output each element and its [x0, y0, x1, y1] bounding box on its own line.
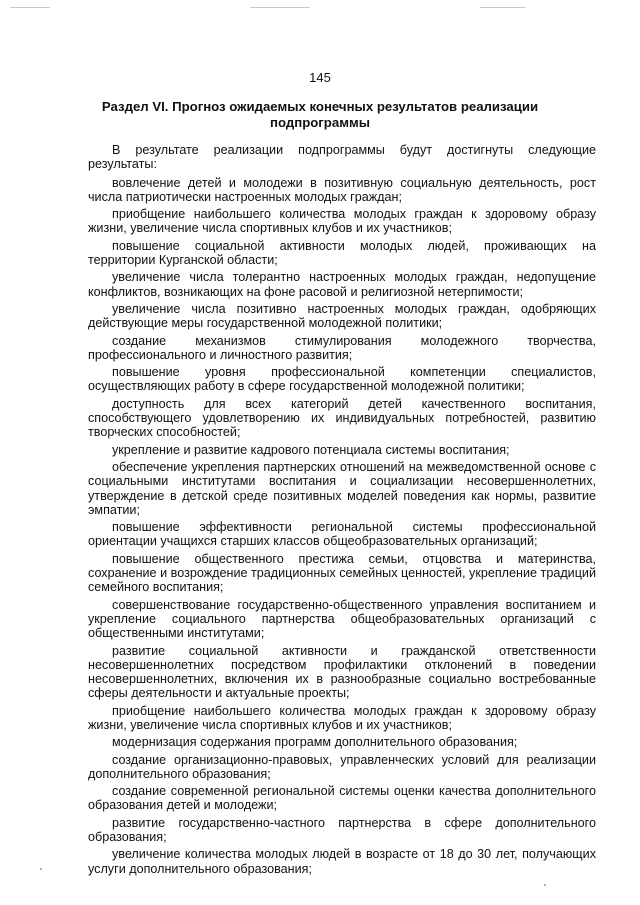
list-item: создание механизмов стимулирования молодежного творчества, профессионального и личностного развития;: [88, 333, 596, 362]
list-item: повышение общественного престижа семьи, отцовства и материнства, сохранение и возрождение традиционных семейных ценностей, укрепление традиций семейного воспитания;: [88, 551, 596, 595]
page-number: 145: [309, 70, 331, 85]
scan-artifact-dot: [544, 884, 546, 886]
section-title-line-2: подпрограммы: [270, 115, 370, 130]
list-item: создание современной региональной системы оценки качества дополнительного образования детей и молодежи;: [88, 784, 596, 813]
list-item: повышение эффективности региональной системы профессиональной ориентации учащихся старших классов общеобразовательных организаций;: [88, 520, 596, 549]
list-item: совершенствование государственно-общественного управления воспитанием и укрепление социального партнерства общеобразовательных организаций с общественными институтами;: [88, 597, 596, 641]
list-item: увеличение числа толерантно настроенных молодых граждан, недопущение конфликтов, возникающих на фоне расовой и религиозной нетерпимости;: [88, 270, 596, 299]
paragraph-intro: В результате реализации подпрограммы будут достигнуты следующие результаты:: [88, 143, 596, 172]
body-text: [88, 143, 596, 879]
list-item: обеспечение укрепления партнерских отношений на межведомственной основе с социальными институтами воспитания и социализации несовершеннолетних, утверждение в детской среде позитивных моделей поведения как нормы, развитие эмпатии;: [88, 459, 596, 517]
list-item: развитие социальной активности и гражданской ответственности несовершеннолетних посредством профилактики отклонений в поведении несовершеннолетних, включения их в разнообразные социально востребованные сферы деятельности и актуальные проекты;: [88, 643, 596, 701]
list-item: приобщение наибольшего количества молодых граждан к здоровому образу жизни, увеличение числа спортивных клубов и их участников;: [88, 703, 596, 732]
scan-artifact-top: [480, 7, 525, 8]
scan-artifact-top: [10, 7, 50, 8]
list-item: увеличение числа позитивно настроенных молодых граждан, одобряющих действующие меры государственной молодежной политики;: [88, 301, 596, 331]
list-item: развитие государственно-частного партнерства в сфере дополнительного образования;: [88, 815, 596, 845]
list-item: вовлечение детей и молодежи в позитивную социальную деятельность, рост числа патриотически настроенных молодых граждан;: [88, 175, 596, 204]
scan-artifact-dot: [40, 868, 42, 870]
section-title-line-1: Раздел VI. Прогноз ожидаемых конечных результатов реализации: [101, 99, 539, 114]
section-title: [60, 99, 580, 131]
list-item: повышение уровня профессиональной компетенции специалистов, осуществляющих работу в сфере государственной молодежной политики;: [88, 365, 596, 394]
list-item: приобщение наибольшего количества молодых граждан к здоровому образу жизни, увеличение числа спортивных клубов и их участников;: [88, 207, 596, 236]
list-item: укрепление и развитие кадрового потенциала системы воспитания;: [112, 442, 510, 457]
list-item: создание организационно-правовых, управленческих условий для реализации дополнительного образования;: [88, 752, 596, 781]
list-item: повышение социальной активности молодых людей, проживающих на территории Курганской области;: [88, 238, 596, 268]
list-item: доступность для всех категорий детей качественного воспитания, способствующего удовлетворению их индивидуальных потребностей, развитию творческих способностей;: [88, 396, 596, 440]
scan-artifact-top: [250, 7, 310, 8]
list-item: увеличение количества молодых людей в возрасте от 18 до 30 лет, получающих услуги дополнительного образования;: [88, 847, 596, 876]
list-item: модернизация содержания программ дополнительного образования;: [112, 735, 518, 750]
